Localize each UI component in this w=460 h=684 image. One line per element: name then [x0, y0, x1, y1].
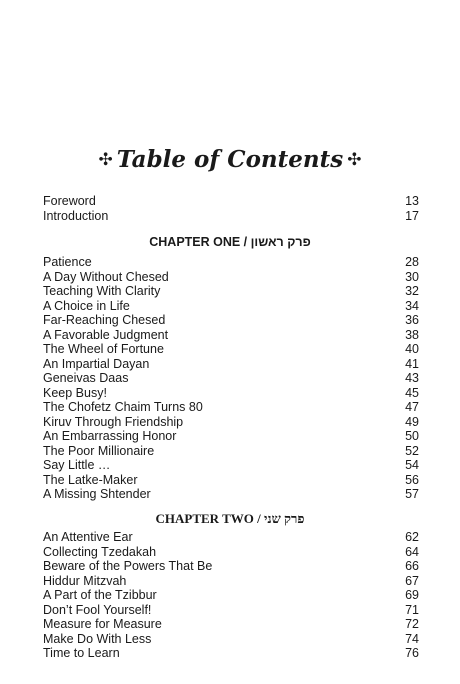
toc-entry-title: Teaching With Clarity: [43, 284, 161, 298]
toc-entry: [43, 458, 419, 473]
toc-entry: [43, 530, 419, 545]
toc-entry-page: 34: [405, 298, 419, 313]
toc-entry-page: 64: [405, 544, 419, 559]
toc-entry-page: 76: [405, 646, 419, 660]
toc-entry: [43, 603, 419, 618]
toc-entry: [43, 574, 419, 589]
toc-entry-title: Far-Reaching Chesed: [43, 313, 166, 327]
toc-entry: [43, 299, 419, 314]
toc-entry-page: 67: [405, 573, 419, 588]
toc-entry-page: 45: [405, 385, 419, 400]
toc-entry-page: 54: [405, 458, 419, 472]
toc-entry: [43, 284, 419, 299]
toc-entry: [43, 400, 419, 415]
toc-entry: [43, 588, 419, 603]
toc-entry: [43, 270, 419, 285]
toc-entry: [43, 386, 419, 401]
front-matter-list: [43, 194, 419, 223]
toc-entry-title: Don’t Fool Yourself!: [43, 602, 152, 617]
toc-entry-title: Patience: [43, 255, 92, 269]
toc-entry-page: 28: [405, 255, 419, 269]
toc-entry-title: A Day Without Chesed: [43, 269, 169, 284]
toc-entry-title: Geneivas Daas: [43, 371, 129, 385]
page-title-text: Table of Contents: [116, 146, 344, 173]
toc-entry: [43, 646, 419, 661]
toc-entry: [43, 313, 419, 328]
toc-entry-title: The Chofetz Chaim Turns 80: [43, 400, 203, 414]
toc-entry-title: Foreword: [43, 194, 96, 208]
toc-entry-page: 17: [405, 208, 419, 223]
ornament-left-icon: ✣: [98, 150, 113, 170]
toc-entry-title: The Latke-Maker: [43, 472, 138, 487]
toc-entry-title: An Embarrassing Honor: [43, 429, 177, 443]
toc-entry-page: 52: [405, 443, 419, 458]
toc-entry: [43, 342, 419, 357]
toc-entry-title: A Part of the Tzibbur: [43, 588, 157, 602]
toc-entry-title: Kiruv Through Friendship: [43, 414, 184, 429]
toc-entry: [43, 255, 419, 270]
toc-entry-title: The Wheel of Fortune: [43, 342, 164, 356]
toc-entry-title: The Poor Millionaire: [43, 443, 155, 458]
toc-entry: [43, 617, 419, 632]
toc-entry: [43, 429, 419, 444]
toc-entry-title: Time to Learn: [43, 646, 120, 660]
toc-entry: [43, 209, 419, 224]
toc-entry-page: 47: [405, 400, 419, 414]
toc-entry-page: 41: [405, 356, 419, 371]
toc-entry-page: 56: [405, 472, 419, 487]
toc-entry-title: An Attentive Ear: [43, 530, 133, 544]
chapter-one-label: CHAPTER ONE /: [149, 235, 248, 249]
chapter-one-hebrew: פרק ראשון: [250, 235, 311, 249]
toc-entry-title: Keep Busy!: [43, 385, 107, 400]
toc-entry: [43, 371, 419, 386]
toc-entry-page: 32: [405, 284, 419, 298]
toc-entry-page: 66: [405, 559, 419, 573]
toc-entry-page: 74: [405, 631, 419, 646]
toc-entry: [43, 357, 419, 372]
toc-entry-title: Introduction: [43, 208, 109, 223]
toc-entry-title: An Impartial Dayan: [43, 356, 150, 371]
toc-entry-title: A Choice in Life: [43, 298, 130, 313]
chapter-two-hebrew: פרק שני: [263, 511, 305, 526]
toc-entry: [43, 444, 419, 459]
toc-entry-title: Say Little …: [43, 458, 111, 472]
toc-entry: [43, 559, 419, 574]
toc-entry: [43, 545, 419, 560]
toc-entry-title: Beware of the Powers That Be: [43, 559, 213, 573]
toc-entry: [43, 328, 419, 343]
toc-entry-page: 71: [405, 602, 419, 617]
toc-entry: [43, 194, 419, 209]
toc-entry-title: Measure for Measure: [43, 617, 162, 631]
page-title: [0, 146, 460, 174]
toc-entry: [43, 632, 419, 647]
toc-entry: [43, 487, 419, 502]
toc-entry-title: A Favorable Judgment: [43, 327, 169, 342]
toc-entry-title: Make Do With Less: [43, 631, 152, 646]
toc-entry-page: 62: [405, 530, 419, 544]
toc-entry-page: 57: [405, 487, 419, 501]
toc-entry-title: A Missing Shtender: [43, 487, 151, 501]
toc-entry-page: 49: [405, 414, 419, 429]
toc-entry-page: 43: [405, 371, 419, 385]
toc-entry-page: 30: [405, 269, 419, 284]
ornament-right-icon: ✣: [347, 150, 362, 170]
toc-entry-page: 40: [405, 342, 419, 356]
toc-entry-title: Hiddur Mitzvah: [43, 573, 127, 588]
toc-entry-page: 50: [405, 429, 419, 443]
chapter-one-heading: [0, 234, 460, 250]
toc-entry: [43, 473, 419, 488]
chapter-one-list: [43, 255, 419, 502]
chapter-two-heading: [0, 511, 460, 527]
toc-entry-page: 38: [405, 327, 419, 342]
toc-entry-page: 72: [405, 617, 419, 631]
chapter-two-list: [43, 530, 419, 661]
toc-entry: [43, 415, 419, 430]
toc-entry-page: 13: [405, 194, 419, 208]
toc-entry-page: 69: [405, 588, 419, 602]
toc-entry-page: 36: [405, 313, 419, 327]
toc-entry-title: Collecting Tzedakah: [43, 544, 157, 559]
chapter-two-label: CHAPTER TWO /: [155, 511, 261, 526]
